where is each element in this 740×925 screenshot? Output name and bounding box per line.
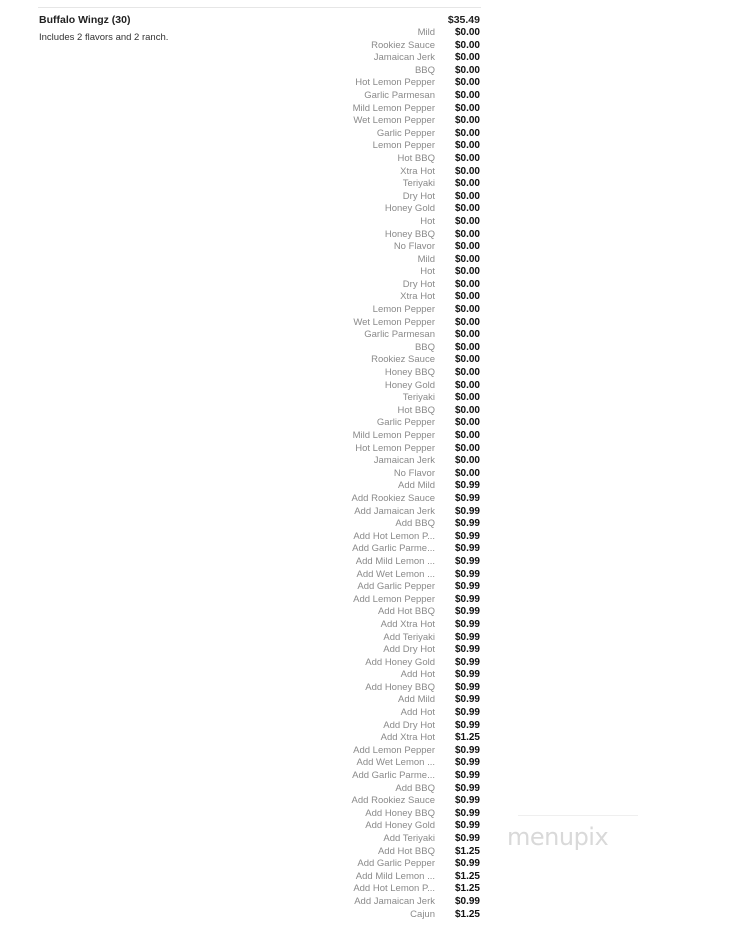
option-price: $0.99: [454, 505, 480, 517]
option-row: [300, 720, 481, 733]
option-price: $0.99: [454, 568, 480, 580]
option-price: $0.99: [454, 606, 480, 618]
option-row: [300, 883, 481, 896]
option-price: $0.99: [454, 782, 480, 794]
option-row: [300, 480, 481, 493]
option-name: No Flavor: [393, 467, 435, 479]
option-name: BBQ: [414, 341, 435, 353]
option-name: Jamaican Jerk: [373, 455, 435, 467]
option-name: Mild: [417, 27, 435, 38]
option-row: [300, 468, 481, 481]
option-row: [300, 128, 481, 141]
option-price: $0.00: [454, 367, 480, 379]
option-row: [300, 304, 481, 317]
option-name: Add Hot: [400, 707, 435, 719]
option-price: $1.25: [454, 883, 480, 895]
option-name: Garlic Parmesan: [364, 329, 435, 341]
option-row: [300, 493, 481, 506]
option-name: Hot BBQ: [397, 404, 435, 416]
option-price: $0.99: [454, 707, 480, 719]
option-row: [300, 417, 481, 430]
option-name: Add Lemon Pepper: [353, 744, 435, 756]
option-row: [300, 909, 481, 922]
option-row: [300, 115, 481, 128]
option-price: $0.00: [454, 430, 480, 441]
option-price: $1.25: [454, 845, 480, 857]
option-price: $0.99: [454, 656, 480, 668]
option-row: [300, 632, 481, 645]
option-row: [300, 27, 481, 40]
option-name: Add Garlic Pepper: [357, 858, 435, 870]
option-price: $1.25: [454, 870, 480, 882]
option-row: [300, 569, 481, 582]
option-price: $0.99: [454, 833, 480, 844]
option-name: Xtra Hot: [400, 291, 435, 303]
option-name: Add Teriyaki: [383, 833, 435, 844]
option-row: [300, 543, 481, 556]
options-list: [300, 27, 481, 921]
option-name: Add Wet Lemon ...: [356, 568, 435, 580]
option-name: Add Teriyaki: [383, 631, 435, 643]
option-price: $0.99: [454, 770, 480, 782]
option-price: $0.99: [454, 581, 480, 593]
option-price: $0.00: [454, 140, 480, 152]
option-name: Honey Gold: [384, 379, 435, 391]
option-row: [300, 846, 481, 859]
option-price: $0.00: [454, 278, 480, 290]
option-name: Hot: [420, 215, 435, 227]
option-price: $0.99: [454, 807, 480, 819]
option-name: Add Lemon Pepper: [353, 593, 435, 605]
option-name: Rookiez Sauce: [371, 354, 435, 366]
option-row: [300, 392, 481, 405]
option-row: [300, 858, 481, 871]
watermark-divider: [518, 815, 638, 816]
option-price: $0.99: [454, 631, 480, 643]
option-row: [300, 682, 481, 695]
option-name: Xtra Hot: [400, 165, 435, 177]
option-name: Mild Lemon Pepper: [352, 430, 435, 441]
option-row: [300, 833, 481, 846]
option-row: [300, 556, 481, 569]
option-row: [300, 405, 481, 418]
option-price: $0.00: [454, 316, 480, 328]
option-price: $0.00: [454, 304, 480, 316]
option-price: $0.00: [454, 442, 480, 454]
option-name: Garlic Pepper: [376, 417, 435, 429]
option-name: Add Honey BBQ: [365, 681, 435, 693]
option-row: [300, 279, 481, 292]
option-price: $0.00: [454, 190, 480, 202]
option-row: [300, 531, 481, 544]
option-name: Add Honey Gold: [365, 656, 435, 668]
option-price: $0.00: [454, 417, 480, 429]
option-row: [300, 506, 481, 519]
option-price: $0.99: [454, 858, 480, 870]
option-row: [300, 140, 481, 153]
option-price: $0.99: [454, 543, 480, 555]
option-row: [300, 669, 481, 682]
option-name: Hot Lemon Pepper: [355, 77, 435, 89]
option-row: [300, 354, 481, 367]
option-row: [300, 191, 481, 204]
option-name: Garlic Pepper: [376, 127, 435, 139]
option-price: $0.00: [454, 241, 480, 253]
option-row: [300, 443, 481, 456]
option-row: [300, 367, 481, 380]
option-name: Add Jamaican Jerk: [354, 505, 435, 517]
option-row: [300, 216, 481, 229]
option-price: $0.00: [454, 379, 480, 391]
option-price: $0.00: [454, 354, 480, 366]
option-row: [300, 871, 481, 884]
option-name: Add Hot BBQ: [377, 606, 435, 618]
option-name: Add Mild: [398, 694, 435, 706]
option-price: $0.99: [454, 681, 480, 693]
option-row: [300, 103, 481, 116]
option-name: Teriyaki: [402, 392, 435, 404]
option-name: Wet Lemon Pepper: [353, 115, 435, 127]
item-title: Buffalo Wingz (30): [39, 14, 131, 26]
option-name: Lemon Pepper: [372, 140, 435, 152]
option-price: $0.00: [454, 127, 480, 139]
option-name: Hot BBQ: [397, 152, 435, 164]
option-row: [300, 694, 481, 707]
option-price: $0.99: [454, 694, 480, 706]
option-price: $0.00: [454, 404, 480, 416]
option-price: $0.99: [454, 895, 480, 907]
option-row: [300, 166, 481, 179]
option-price: $0.00: [454, 39, 480, 51]
option-price: $1.25: [454, 732, 480, 744]
option-row: [300, 153, 481, 166]
option-name: Add Mild Lemon ...: [355, 555, 435, 567]
option-row: [300, 808, 481, 821]
option-name: Add Hot Lemon P...: [353, 530, 435, 542]
option-price: $0.00: [454, 152, 480, 164]
option-price: $0.00: [454, 253, 480, 265]
option-price: $0.99: [454, 795, 480, 807]
option-price: $0.99: [454, 644, 480, 656]
item-price: $35.49: [447, 14, 480, 26]
option-name: Add Hot: [400, 669, 435, 681]
option-name: Garlic Parmesan: [364, 89, 435, 101]
option-name: Add Honey Gold: [365, 820, 435, 832]
option-name: Jamaican Jerk: [373, 52, 435, 64]
option-row: [300, 229, 481, 242]
option-row: [300, 745, 481, 758]
option-price: $0.99: [454, 719, 480, 731]
option-price: $0.00: [454, 27, 480, 38]
item-description: Includes 2 flavors and 2 ranch.: [39, 32, 169, 43]
option-row: [300, 178, 481, 191]
option-row: [300, 291, 481, 304]
option-price: $0.99: [454, 669, 480, 681]
option-row: [300, 644, 481, 657]
option-name: Hot Lemon Pepper: [355, 442, 435, 454]
option-price: $0.00: [454, 215, 480, 227]
option-name: Add Dry Hot: [383, 644, 435, 656]
option-name: Dry Hot: [402, 190, 435, 202]
option-row: [300, 757, 481, 770]
option-row: [300, 254, 481, 267]
option-name: Rookiez Sauce: [371, 39, 435, 51]
option-row: [300, 65, 481, 78]
option-name: Add Dry Hot: [383, 719, 435, 731]
option-name: Add Xtra Hot: [380, 618, 435, 630]
option-name: Cajun: [410, 908, 435, 920]
option-price: $0.00: [454, 266, 480, 278]
option-price: $0.99: [454, 593, 480, 605]
option-row: [300, 77, 481, 90]
option-row: [300, 795, 481, 808]
option-row: [300, 342, 481, 355]
option-price: $0.99: [454, 820, 480, 832]
option-name: Add Xtra Hot: [380, 732, 435, 744]
option-row: [300, 594, 481, 607]
option-name: Mild Lemon Pepper: [352, 102, 435, 114]
option-row: [300, 430, 481, 443]
option-name: Mild: [417, 253, 435, 265]
option-price: $0.00: [454, 228, 480, 240]
top-divider: [38, 7, 481, 8]
option-price: $0.99: [454, 757, 480, 769]
option-row: [300, 581, 481, 594]
option-row: [300, 619, 481, 632]
option-name: Add Rookiez Sauce: [351, 795, 435, 807]
option-name: Dry Hot: [402, 278, 435, 290]
option-price: $0.00: [454, 392, 480, 404]
option-row: [300, 241, 481, 254]
option-row: [300, 606, 481, 619]
option-name: Add Garlic Pepper: [357, 581, 435, 593]
option-price: $0.00: [454, 52, 480, 64]
option-name: Honey Gold: [384, 203, 435, 215]
menupix-watermark-logo: menupix: [507, 823, 609, 851]
option-price: $0.99: [454, 618, 480, 630]
option-price: $0.00: [454, 291, 480, 303]
option-row: [300, 203, 481, 216]
option-price: $0.00: [454, 102, 480, 114]
option-price: $0.00: [454, 341, 480, 353]
option-name: Add Hot Lemon P...: [353, 883, 435, 895]
option-price: $0.99: [454, 518, 480, 530]
option-name: Add Hot BBQ: [377, 845, 435, 857]
option-row: [300, 732, 481, 745]
option-row: [300, 40, 481, 53]
option-row: [300, 380, 481, 393]
option-price: $0.00: [454, 77, 480, 89]
option-price: $0.99: [454, 530, 480, 542]
option-name: Add Mild: [398, 480, 435, 492]
option-row: [300, 90, 481, 103]
option-name: Teriyaki: [402, 178, 435, 190]
option-row: [300, 52, 481, 65]
option-row: [300, 820, 481, 833]
option-name: Lemon Pepper: [372, 304, 435, 316]
option-price: $0.00: [454, 89, 480, 101]
option-name: Honey BBQ: [384, 228, 435, 240]
option-row: [300, 896, 481, 909]
option-price: $0.99: [454, 744, 480, 756]
option-name: Add Mild Lemon ...: [355, 870, 435, 882]
option-name: BBQ: [414, 64, 435, 76]
option-name: Add Jamaican Jerk: [354, 895, 435, 907]
option-name: Add BBQ: [395, 782, 435, 794]
option-row: [300, 317, 481, 330]
option-name: Add Wet Lemon ...: [356, 757, 435, 769]
option-name: Hot: [420, 266, 435, 278]
option-price: $1.25: [454, 908, 480, 920]
option-name: Wet Lemon Pepper: [353, 316, 435, 328]
option-name: Add Garlic Parme...: [352, 770, 435, 782]
option-row: [300, 266, 481, 279]
option-row: [300, 455, 481, 468]
option-name: No Flavor: [393, 241, 435, 253]
option-price: $0.00: [454, 455, 480, 467]
option-name: Add BBQ: [395, 518, 435, 530]
option-name: Honey BBQ: [384, 367, 435, 379]
option-row: [300, 707, 481, 720]
option-name: Add Rookiez Sauce: [351, 492, 435, 504]
option-row: [300, 657, 481, 670]
option-name: Add Honey BBQ: [365, 807, 435, 819]
option-row: [300, 518, 481, 531]
option-price: $0.00: [454, 329, 480, 341]
option-price: $0.99: [454, 480, 480, 492]
option-name: Add Garlic Parme...: [352, 543, 435, 555]
option-price: $0.00: [454, 115, 480, 127]
option-price: $0.00: [454, 165, 480, 177]
option-row: [300, 770, 481, 783]
option-price: $0.99: [454, 492, 480, 504]
option-price: $0.00: [454, 64, 480, 76]
option-price: $0.00: [454, 203, 480, 215]
option-row: [300, 329, 481, 342]
option-row: [300, 783, 481, 796]
option-price: $0.00: [454, 178, 480, 190]
option-price: $0.00: [454, 467, 480, 479]
option-price: $0.99: [454, 555, 480, 567]
